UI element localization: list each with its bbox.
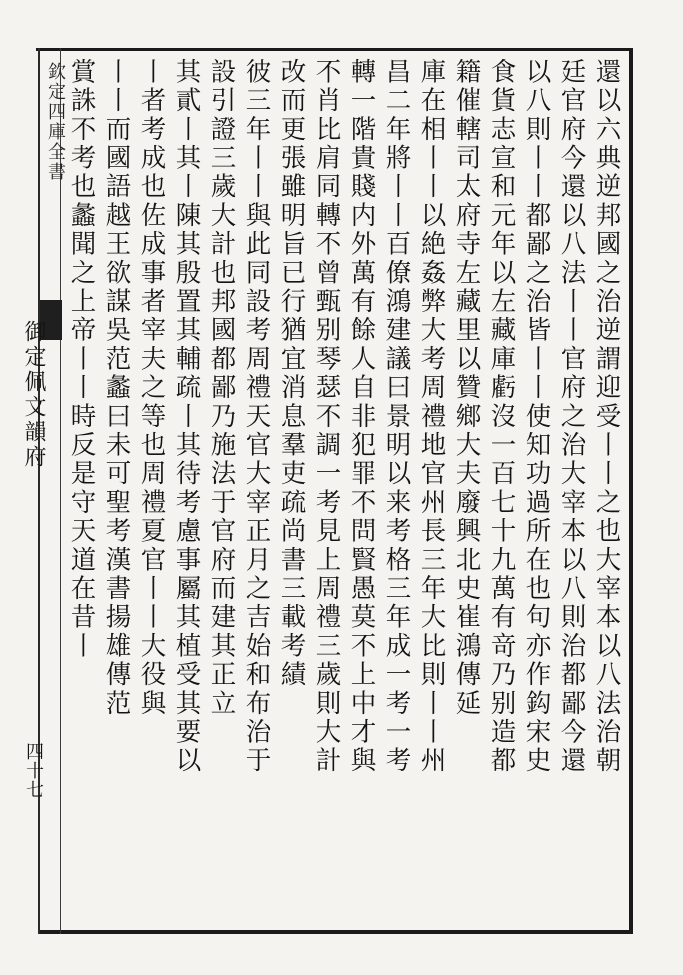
- text-column-7: 昌二年將丨丨百僚鴻建議曰景明以来考格三年成一考一考: [381, 58, 412, 776]
- text-column-12: 設引證三歲大計也邦國都鄙乃施法于官府而建其正立: [206, 58, 237, 719]
- text-column-15: 丨丨而國語越王欲謀吳范蠡曰未可聖考漢書揚雄傳范: [101, 58, 132, 719]
- text-column-14: 丨者考成也佐成事者宰夫之等也周禮夏官丨丨大役與: [136, 58, 167, 719]
- text-column-11: 彼三年丨丨與此同設考周禮天官大宰正月之吉始和布治于: [241, 58, 272, 776]
- text-column-4: 食貨志宣和元年以左藏庫虧沒一百七十九萬有竒乃别造都: [486, 58, 517, 776]
- edge-book-title: 御定佩文韻府: [21, 320, 46, 470]
- frame-right-border: [629, 48, 633, 934]
- text-column-3: 以八則丨丨都鄙之治皆丨丨使知功過所在也句亦作鈎宋史: [521, 58, 552, 776]
- text-column-1: 還以六典逆邦國之治逆謂迎受丨丨之也大宰本以八法治朝: [591, 58, 622, 776]
- text-column-6: 庫在相丨丨以絶姦弊大考周禮地官州長三年大比則丨丨州: [416, 58, 447, 776]
- gutter-book-title: 欽定四庫全書: [45, 62, 66, 182]
- text-column-13: 其貳丨其丨陳其殷置其輔疏丨其待考慮事屬其植受其要以: [171, 58, 202, 776]
- text-column-9: 不肖比肩同轉不曾甄别琴瑟不調一考見上周禮三歲則大計: [311, 58, 342, 776]
- text-column-16: 賞誅不考也蠡聞之上帝丨丨時反是守天道在昔丨: [66, 58, 97, 661]
- folio-number: 四十七: [23, 742, 44, 799]
- frame-bottom-border: [38, 930, 632, 934]
- text-column-2: 廷官府今還以八法丨丨官府之治大宰本以八則治都鄙今還: [556, 58, 587, 776]
- text-column-5: 籍催轄司太府寺左藏里以贊鄉大夫廢興北史崔鴻傳延: [451, 58, 482, 719]
- frame-left-border: [38, 48, 40, 934]
- text-column-8: 轉一階貴賤内外萬有餘人自非犯罪不問賢愚莫不上中才與: [346, 58, 377, 776]
- text-column-10: 改而更張雖明旨已行猶宜消息羣吏疏尚書三載考績: [276, 58, 307, 690]
- frame-top-border: [36, 48, 632, 51]
